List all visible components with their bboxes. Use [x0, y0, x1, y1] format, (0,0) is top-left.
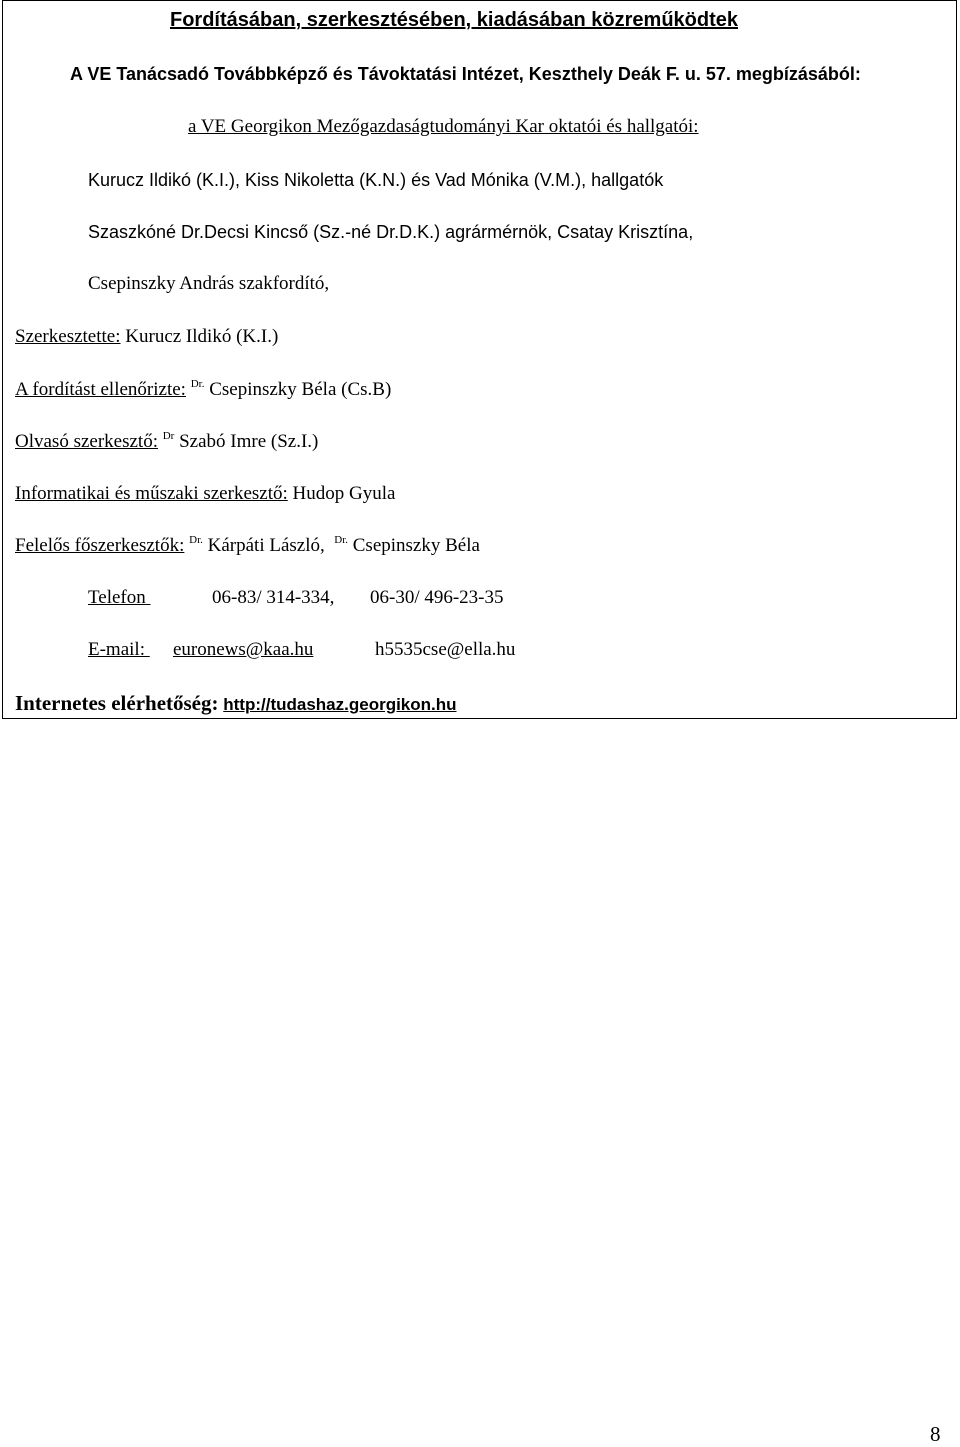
reader-name: Szabó Imre (Sz.I.)	[179, 431, 319, 452]
credits-heading: Fordításában, szerkesztésében, kiadásában közreműködtek	[170, 9, 738, 31]
chief-editors-label: Felelős főszerkesztők:	[15, 535, 185, 556]
phone-line	[88, 587, 202, 609]
web-link[interactable]: http://tudashaz.georgikon.hu	[223, 695, 457, 714]
credits-box	[2, 0, 957, 719]
email-line	[88, 639, 313, 661]
chief-editor-2-title: Dr.	[334, 534, 348, 546]
editor-line	[15, 326, 278, 348]
faculty-line: a VE Georgikon Mezőgazdaságtudományi Kar oktatói és hallgatói:	[188, 116, 699, 137]
reader-title: Dr	[162, 430, 175, 442]
phone-blank	[146, 587, 202, 609]
it-editor-name: Hudop Gyula	[287, 483, 396, 504]
email-link-1[interactable]: euronews@kaa.hu	[172, 639, 314, 660]
contributors-line-1: Kurucz Ildikó (K.I.), Kiss Nikoletta (K.N.) és Vad Mónika (V.M.), hallgatók	[88, 170, 664, 190]
page-number: 8	[930, 1422, 941, 1446]
editor-label: Szerkesztette:	[15, 326, 121, 347]
it-editor-label: Informatikai és műszaki szerkesztő:	[15, 483, 288, 504]
email-blank	[145, 639, 173, 661]
web-line	[15, 692, 457, 716]
it-editor-line	[15, 483, 395, 505]
checker-label: A fordítást ellenőrizte:	[15, 379, 186, 400]
email-address-2: h5535cse@ella.hu	[375, 639, 516, 660]
email-label: E-mail:	[88, 639, 145, 660]
chief-editor-1-title: Dr.	[189, 534, 203, 546]
contributors-line-2: Szaszkóné Dr.Decsi Kincső (Sz.-né Dr.D.K.) agrármérnök, Csatay Krisztína,	[88, 222, 694, 242]
chief-editors-line	[15, 535, 480, 557]
phone-number-1: 06-83/ 314-334,	[212, 587, 335, 608]
checker-name: Csepinszky Béla (Cs.B)	[209, 379, 392, 400]
web-label: Internetes elérhetőség:	[15, 691, 219, 715]
checker-title: Dr.	[190, 378, 205, 390]
reader-line	[15, 431, 318, 453]
editor-name: Kurucz Ildikó (K.I.)	[120, 326, 279, 347]
checker-line	[15, 379, 391, 401]
phone-number-2: 06-30/ 496-23-35	[370, 587, 504, 608]
chief-editor-2-name: Csepinszky Béla	[352, 535, 480, 556]
reader-label: Olvasó szerkesztő:	[15, 431, 158, 452]
chief-editor-1-name: Kárpáti László,	[207, 535, 325, 556]
institute-line: A VE Tanácsadó Továbbképző és Távoktatási Intézet, Keszthely Deák F. u. 57. megbízásából:	[70, 64, 861, 84]
contributors-line-3: Csepinszky András szakfordító,	[88, 273, 330, 294]
phone-label: Telefon	[88, 587, 146, 608]
